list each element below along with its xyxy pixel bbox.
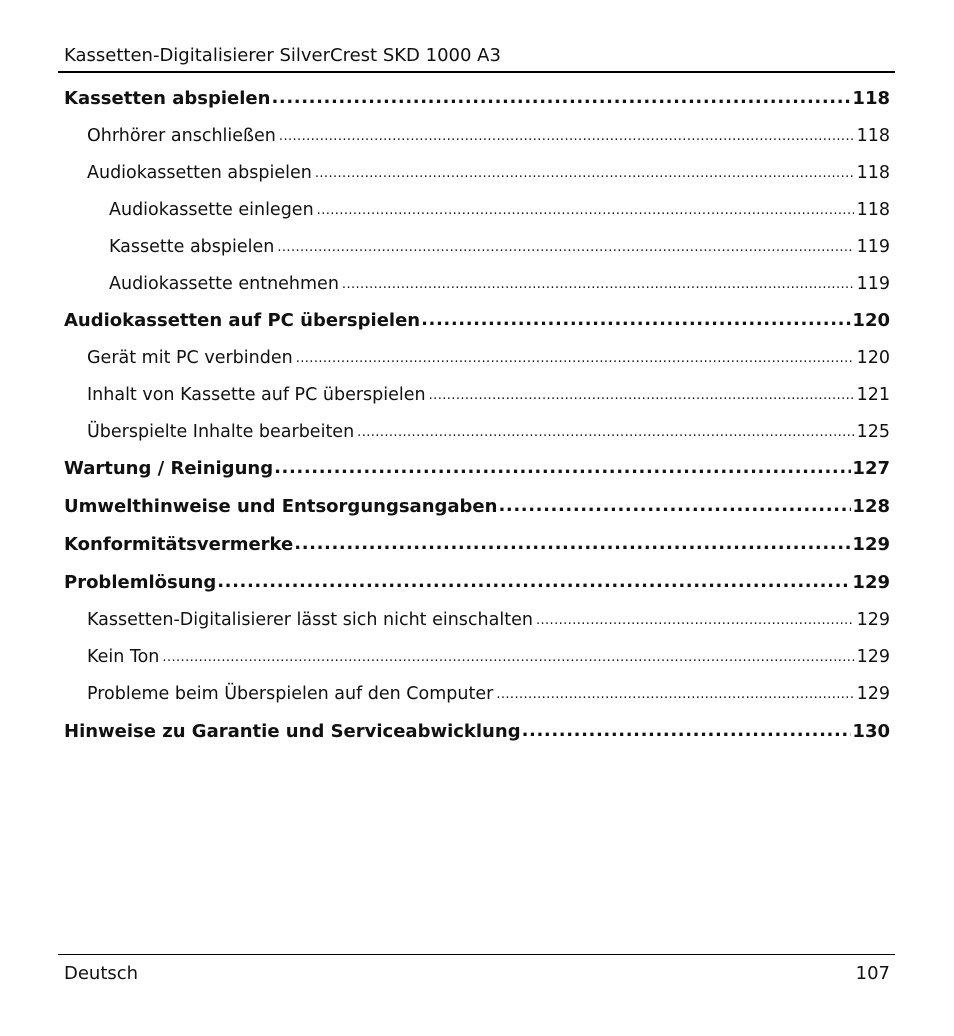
toc-entry[interactable]: [87, 121, 890, 151]
toc-leader-dots: [274, 453, 851, 483]
toc-entry[interactable]: [87, 679, 890, 709]
toc-leader-dots: [217, 567, 851, 597]
toc-entry-label: Hinweise zu Garantie und Serviceabwicklung: [64, 721, 521, 742]
toc-entry-label: Kein Ton: [87, 647, 160, 667]
toc-leader-dots: [279, 120, 854, 152]
toc-entry-label: Audiokassetten abspielen: [87, 163, 312, 183]
toc-entry[interactable]: [87, 417, 890, 447]
toc-entry-page: 120: [856, 348, 890, 368]
toc-leader-dots: [162, 641, 853, 673]
toc-entry-label: Problemlösung: [64, 572, 217, 593]
toc-entry-label: Probleme beim Überspielen auf den Computer: [87, 684, 494, 704]
toc-entry[interactable]: [87, 642, 890, 672]
toc-entry-label: Kassetten-Digitalisierer lässt sich nicht einschalten: [87, 610, 533, 630]
toc-entry-label: Audiokassette entnehmen: [109, 274, 339, 294]
toc-entry-label: Kassette abspielen: [109, 237, 275, 257]
toc-entry[interactable]: [64, 454, 890, 484]
footer-page-number: 107: [855, 963, 890, 984]
toc-leader-dots: [277, 231, 853, 263]
toc-entry-label: Inhalt von Kassette auf PC überspielen: [87, 385, 426, 405]
toc-entry-page: 129: [852, 534, 890, 555]
toc-entry-page: 129: [856, 610, 890, 630]
toc-entry-label: Gerät mit PC verbinden: [87, 348, 293, 368]
toc-leader-dots: [315, 157, 854, 189]
toc-entry[interactable]: [64, 530, 890, 560]
toc-leader-dots: [317, 194, 854, 226]
toc-leader-dots: [342, 268, 854, 300]
toc-entry[interactable]: [64, 306, 890, 336]
toc-entry-label: Audiokassetten auf PC überspielen: [64, 310, 421, 331]
toc-entry[interactable]: [87, 380, 890, 410]
toc-entry[interactable]: [64, 717, 890, 747]
toc-entry[interactable]: [109, 269, 890, 299]
footer-language: Deutsch: [64, 963, 139, 984]
toc-entry[interactable]: [64, 84, 890, 114]
toc-entry-page: 129: [852, 572, 890, 593]
toc-entry[interactable]: [109, 232, 890, 262]
toc-entry-page: 125: [856, 422, 890, 442]
toc-entry-label: Audiokassette einlegen: [109, 200, 314, 220]
toc-entry-page: 129: [856, 647, 890, 667]
toc-entry-label: Wartung / Reinigung: [64, 458, 274, 479]
toc-entry[interactable]: [64, 492, 890, 522]
toc-leader-dots: [357, 416, 853, 448]
toc-entry-page: 121: [856, 385, 890, 405]
toc-entry[interactable]: [87, 605, 890, 635]
toc-leader-dots: [294, 529, 851, 559]
toc-entry-page: 127: [852, 458, 890, 479]
toc-entry-page: 128: [852, 496, 890, 517]
toc-entry-label: Ohrhörer anschließen: [87, 126, 276, 146]
toc-entry[interactable]: [64, 568, 890, 598]
toc-entry-page: 119: [856, 274, 890, 294]
toc-entry-page: 118: [852, 88, 890, 109]
toc-entry-page: 119: [856, 237, 890, 257]
toc-entry-page: 118: [856, 200, 890, 220]
toc-leader-dots: [271, 83, 851, 113]
toc-entry-page: 118: [856, 163, 890, 183]
toc-entry[interactable]: [109, 195, 890, 225]
footer-rule: [58, 954, 895, 955]
toc-entry-label: Umwelthinweise und Entsorgungsangaben: [64, 496, 498, 517]
toc-leader-dots: [429, 379, 854, 411]
toc-entry[interactable]: [87, 343, 890, 373]
header-rule: [58, 71, 895, 73]
toc-entry-page: 120: [852, 310, 890, 331]
toc-leader-dots: [296, 342, 854, 374]
toc-leader-dots: [421, 305, 851, 335]
toc-entry-page: 130: [852, 721, 890, 742]
toc-leader-dots: [496, 678, 853, 710]
toc-leader-dots: [498, 491, 851, 521]
toc-leader-dots: [522, 716, 852, 746]
toc-entry-page: 129: [856, 684, 890, 704]
toc-entry-label: Kassetten abspielen: [64, 88, 271, 109]
toc-entry[interactable]: [87, 158, 890, 188]
toc-entry-page: 118: [856, 126, 890, 146]
page-header-title: Kassetten-Digitalisierer SilverCrest SKD 1000 A3: [64, 45, 501, 66]
toc-entry-label: Konformitätsvermerke: [64, 534, 294, 555]
toc-leader-dots: [536, 604, 854, 636]
toc-entry-label: Überspielte Inhalte bearbeiten: [87, 422, 355, 442]
